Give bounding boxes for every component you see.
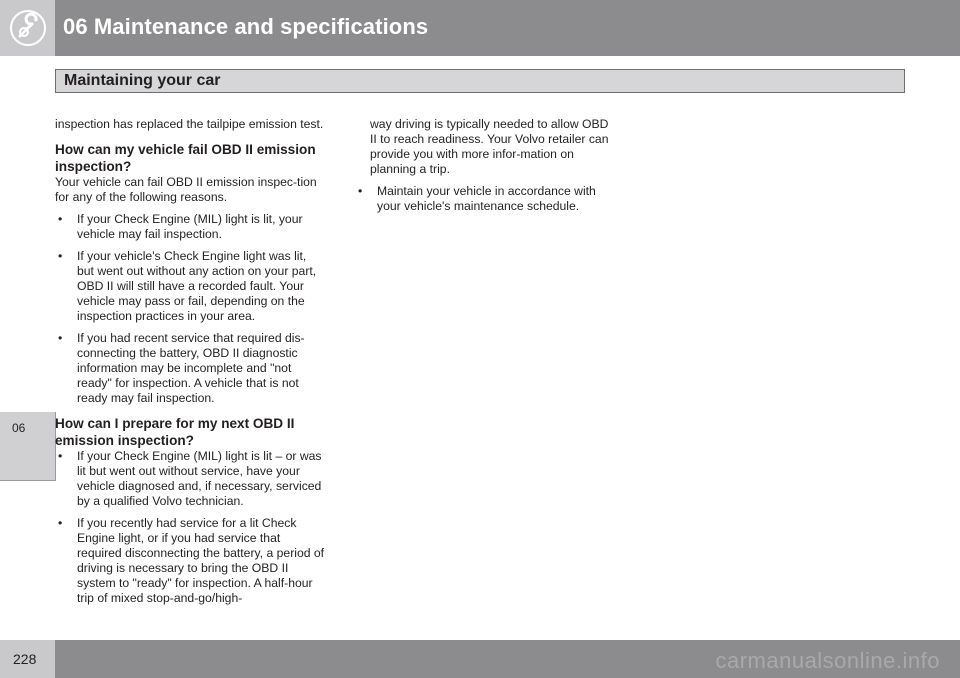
chapter-side-tab <box>0 412 56 481</box>
continuation-paragraph: way driving is typically needed to allow OBD II to reach readiness. Your Volvo retailer can provide you with more infor-mation on planning a trip. <box>370 117 609 176</box>
prepare-list <box>55 449 325 606</box>
list-item-text: If you had recent service that required dis-connecting the battery, OBD II diagnostic information may be incomplete and "not ready" for inspection. A vehicle that is not ready may fail inspection. <box>77 331 305 405</box>
right-list <box>355 184 610 214</box>
list-item <box>355 184 610 214</box>
list-item <box>55 516 325 606</box>
page-number-box <box>0 640 55 678</box>
section-title: Maintaining your car <box>64 72 221 89</box>
chapter-icon-box <box>0 0 55 56</box>
list-item <box>55 212 325 242</box>
bullet-icon: • <box>58 212 63 226</box>
side-tab-label: 06 <box>12 421 26 435</box>
reasons-paragraph: Your vehicle can fail OBD II emission inspec-tion for any of the following reasons. <box>55 175 317 204</box>
page-number: 228 <box>13 651 37 667</box>
list-item <box>55 249 325 324</box>
list-item-text: If you recently had service for a lit Check Engine light, or if you had service that required disconnecting the battery, a period of driving is necessary to bring the OBD II system to "ready" for inspection. A half-hour trip of mixed stop-and-go/high- <box>77 516 325 605</box>
bullet-icon: • <box>58 449 63 463</box>
bullet-icon: • <box>58 516 63 530</box>
right-column <box>355 117 610 221</box>
footer-band <box>0 640 960 678</box>
heading-prepare-inspection: How can I prepare for my next OBD II emission inspection? <box>55 416 295 448</box>
header-band <box>0 0 960 56</box>
heading-fail-inspection: How can my vehicle fail OBD II emission inspection? <box>55 142 316 174</box>
left-column <box>55 117 325 613</box>
wrench-gear-icon <box>8 8 48 48</box>
bullet-icon: • <box>358 184 363 198</box>
bullet-icon: • <box>58 331 63 345</box>
fail-reasons-list <box>55 212 325 406</box>
section-title-bar <box>55 69 905 93</box>
list-item-text: If your vehicle's Check Engine light was lit, but went out without any action on your part, OBD II will still have a recorded fault. Your vehicle may pass or fail, depending on the inspection practices in your area. <box>77 249 317 323</box>
watermark-text: carmanualsonline.info <box>715 648 940 673</box>
list-item-text: If your Check Engine (MIL) light is lit – or was lit but went out without service, have your vehicle diagnosed and, if necessary, serviced by a qualified Volvo technician. <box>77 449 322 508</box>
chapter-title: 06 Maintenance and specifications <box>63 14 429 39</box>
list-item <box>55 449 325 509</box>
bullet-icon: • <box>58 249 63 263</box>
list-item-text: Maintain your vehicle in accordance with your vehicle's maintenance schedule. <box>377 184 596 213</box>
intro-paragraph: inspection has replaced the tailpipe emission test. <box>55 117 324 131</box>
list-item-text: If your Check Engine (MIL) light is lit, your vehicle may fail inspection. <box>77 212 303 241</box>
list-item <box>55 331 325 406</box>
